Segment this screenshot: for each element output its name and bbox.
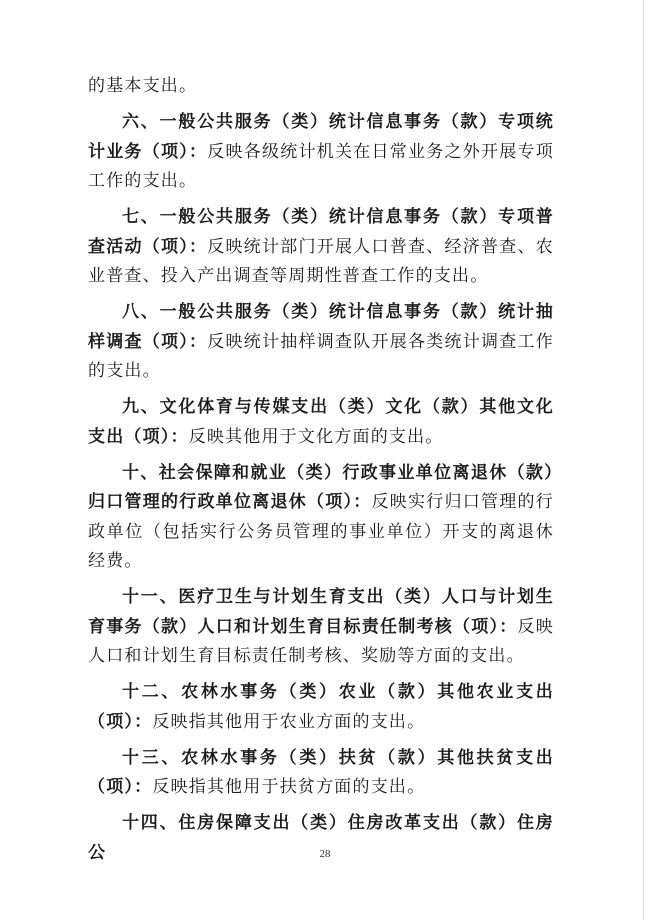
- paragraph-text: 的基本支出。: [88, 76, 198, 96]
- paragraph-text: 反映各级统计机关在日常业务之外开展专项工作的支出。: [88, 141, 554, 191]
- paragraph-text: 反映指其他用于扶贫方面的支出。: [152, 777, 426, 797]
- paragraph-item-6: [88, 108, 554, 197]
- paragraph-text: 反映统计抽样调查队开展各类统计调查工作的支出。: [88, 331, 554, 381]
- paragraph-text: 反映人口和计划生育目标责任制考核、奖励等方面的支出。: [88, 616, 554, 666]
- paragraph-text: 反映指其他用于农业方面的支出。: [152, 711, 426, 732]
- paragraph-heading: 十二、农林水事务（类）农业（款）其他农业支出（项）：: [88, 682, 554, 732]
- paragraph-text: 反映统计部门开展人口普查、经济普查、农业普查、投入产出调查等周期性普查工作的支出。: [88, 236, 554, 286]
- page-number: 28: [319, 848, 331, 860]
- paragraph-item-12: [88, 678, 554, 737]
- paragraph-heading: 七、一般公共服务（类）统计信息事务（款）专项普查活动（项）：: [88, 207, 554, 257]
- paragraph-text: 反映实行归口管理的行政单位（包括实行公务员管理的事业单位）开支的离退休经费。: [88, 492, 554, 571]
- paragraph-heading: 十一、医疗卫生与计划生育支出（类）人口与计划生育事务（款）人口和计划生育目标责任制考核（项）：: [88, 587, 554, 637]
- document-body: [88, 72, 554, 868]
- paragraph-heading: 十四、住房保障支出（类）住房改革支出（款）住房公: [88, 813, 554, 863]
- paragraph-item-10: [88, 459, 554, 577]
- paragraph-heading: 九、文化体育与传媒支出（类）文化（款）其他文化支出（项）：: [88, 397, 554, 447]
- paragraph-continuation: [88, 72, 554, 102]
- page-edge-line: [643, 0, 644, 920]
- paragraph-heading: 十、社会保障和就业（类）行政事业单位离退休（款）归口管理的行政单位离退休（项）：: [88, 462, 554, 512]
- paragraph-item-8: [88, 298, 554, 387]
- paragraph-heading: 六、一般公共服务（类）统计信息事务（款）专项统计业务（项）：: [88, 112, 554, 162]
- paragraph-text: 反映其他用于文化方面的支出。: [188, 426, 444, 447]
- paragraph-item-13: [88, 744, 554, 803]
- paragraph-item-9: [88, 393, 554, 452]
- paragraph-item-11: [88, 583, 554, 672]
- paragraph-heading: 八、一般公共服务（类）统计信息事务（款）统计抽样调查（项）：: [88, 302, 554, 352]
- paragraph-item-7: [88, 203, 554, 292]
- paragraph-heading: 十三、农林水事务（类）扶贫（款）其他扶贫支出（项）：: [88, 747, 554, 797]
